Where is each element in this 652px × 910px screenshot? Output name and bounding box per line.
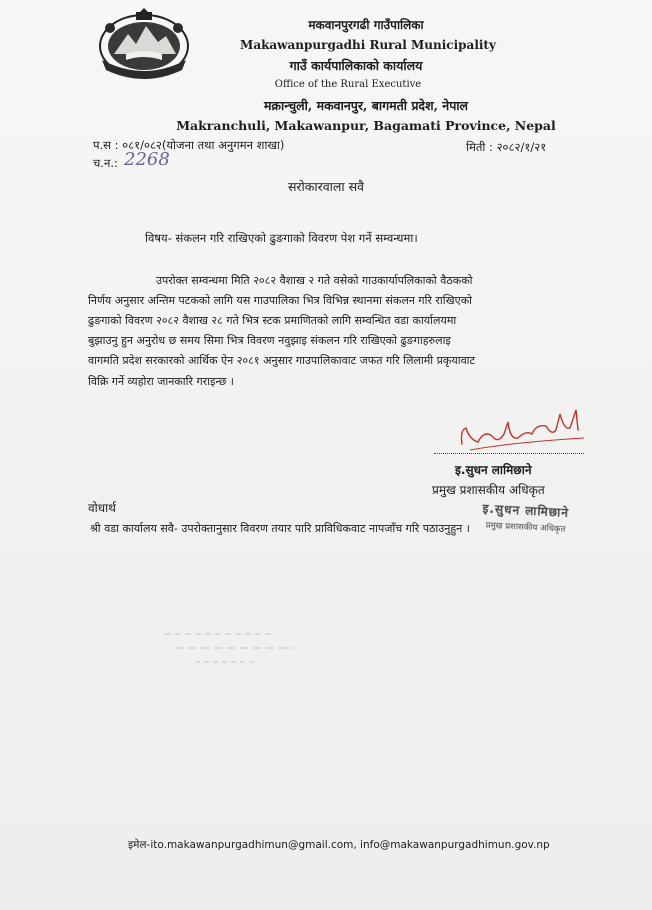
cc-label: वोधार्थ	[88, 501, 116, 515]
footer-email: इमेल-ito.makawanpurgadhimun@gmail.com, info@makawanpurgadhimun.gov.np	[128, 839, 550, 851]
stamp-title: प्रमुख प्रशासकीय अधिकृत	[485, 520, 566, 535]
office-name-nepali: गाउँ कार्यपालिकाको कार्यालय	[289, 58, 423, 73]
municipality-name-english: Makawanpurgadhi Rural Municipality	[240, 38, 496, 52]
stamp-name: इ.सुधन लामिछाने	[482, 501, 570, 520]
address-english: Makranchuli, Makawanpur, Bagamati Province, Nepal	[176, 118, 556, 133]
body-line: विक्रि गर्ने व्यहोरा जानकारि गराइन्छ ।	[88, 375, 234, 388]
handwritten-signature	[456, 400, 606, 460]
official-name-stamp	[465, 489, 600, 552]
address-nepali: मक्रान्चुली, मकवानपुर, बागमती प्रदेश, नेपाल	[263, 98, 469, 113]
addressee: सरोकारवाला सवै	[287, 179, 365, 194]
body-line: निर्णय अनुसार अन्तिम पटकको लागि यस गाउपालिका भित्र विभिन्न स्थानमा संकलन गरि राखिएको	[88, 294, 473, 307]
office-name-english: Office of the Rural Executive	[274, 79, 422, 90]
signatory-title: प्रमुख प्रशासकीय अधिकृत	[432, 483, 545, 497]
dispatch-number-handwritten: 2268	[124, 149, 170, 170]
municipality-name-nepali: मकवानपुरगढी गाउँपालिका	[308, 18, 424, 32]
body-line: वागमति प्रदेश सरकारको आर्थिक ऐन २०८१ अनुसार गाउपालिकावाट जफत गरि लिलामी प्रकृयावाट	[88, 354, 476, 367]
signature-dotted-line	[434, 453, 584, 454]
subject-line: विषय- संकलन गरि राखिएको ढुङगाको विवरण पेश गर्ने सम्वन्धमा।	[145, 231, 418, 245]
body-line: उपरोक्त सम्वन्धमा मिति २०८२ वैशाख २ गते वसेको गाउकार्यापलिकाको वैठकको	[156, 274, 473, 287]
bleed-through-marks	[165, 628, 305, 668]
cc-recipient-line: श्री वडा कार्यालय सवै- उपरोक्तानुसार विवरण तयार पारि प्राविधिकवाट नापजाँच गरि पठाउनुहुन ।	[90, 522, 470, 535]
reference-number: प.स : ०८१/०८२(योजना तथा अनुगमन शाखा)	[93, 138, 285, 152]
letter-date: मिती : २०८२/१/२१	[466, 140, 547, 154]
dispatch-number-label: च.न.:	[93, 156, 118, 170]
body-line: ढुङगाको विवरण २०८२ वैशाख २८ गते भित्र स्टक प्रमाणितको लागि सम्वन्धित वडा कार्यालयमा	[88, 314, 457, 327]
body-line: बुझाउनु हुन अनुरोध छ समय सिमा भित्र विवरण नवुझाइ संकलन गरि राखिएको ढुङगाहरुलाइ	[88, 334, 451, 347]
signatory-name: इ.सुधन लामिछाने	[455, 463, 532, 477]
